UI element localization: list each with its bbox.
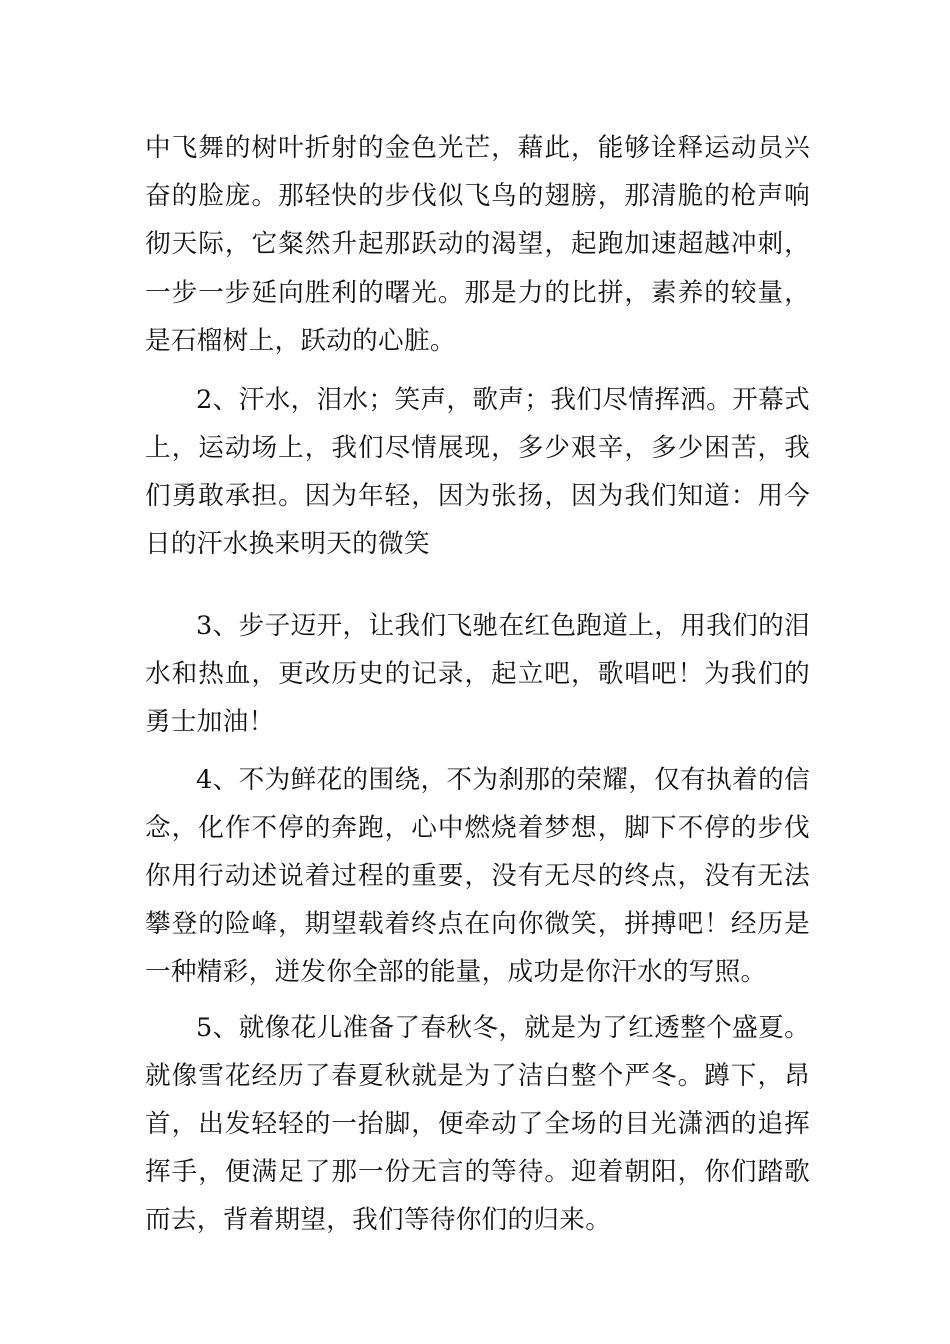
paragraph-first-line: 2、汗水，泪水；笑声，歌声；我们尽情挥洒。开幕式 — [196, 385, 810, 415]
text-line: 挥手，便满足了那一份无言的等待。迎着朝阳，你们踏歌 — [145, 1157, 810, 1187]
paragraph-first-line: 4、不为鲜花的围绕，不为刹那的荣耀，仅有执着的信 — [196, 765, 810, 795]
text-line: 水和热血，更改历史的记录，起立吧，歌唱吧！为我们的 — [145, 659, 810, 689]
text-line: 彻天际，它粲然升起那跃动的渴望，起跑加速超越冲刺， — [145, 229, 810, 259]
text-line: 首，出发轻轻的一抬脚，便牵动了全场的目光潇洒的追挥 — [145, 1109, 810, 1139]
text-line: 一步一步延向胜利的曙光。那是力的比拼，素养的较量， — [145, 278, 810, 308]
text-line: 攀登的险峰，期望载着终点在向你微笑，拼搏吧！经历是 — [145, 909, 810, 939]
text-line: 你用行动述说着过程的重要，没有无尽的终点，没有无法 — [145, 861, 810, 891]
text-line: 们勇敢承担。因为年轻，因为张扬，因为我们知道：用今 — [145, 481, 810, 511]
text-line: 中飞舞的树叶折射的金色光芒，藉此，能够诠释运动员兴 — [145, 133, 810, 163]
text-line: 日的汗水换来明天的微笑 — [145, 529, 430, 559]
text-line: 上，运动场上，我们尽情展现，多少艰辛，多少困苦，我 — [145, 433, 810, 463]
text-line: 一种精彩，迸发你全部的能量，成功是你汗水的写照。 — [145, 957, 767, 987]
text-line: 是石榴树上，跃动的心脏。 — [145, 326, 456, 356]
text-line: 勇士加油！ — [145, 707, 275, 737]
text-line: 就像雪花经历了春夏秋就是为了洁白整个严冬。蹲下，昂 — [145, 1061, 810, 1091]
paragraph-first-line: 5、就像花儿准备了春秋冬，就是为了红透整个盛夏。 — [196, 1013, 810, 1043]
paragraph-first-line: 3、步子迈开，让我们飞驰在红色跑道上，用我们的泪 — [196, 611, 810, 641]
text-line: 念，化作不停的奔跑，心中燃烧着梦想，脚下不停的步伐 — [145, 813, 810, 843]
text-line: 奋的脸庞。那轻快的步伐似飞鸟的翅膀，那清脆的枪声响 — [145, 181, 810, 211]
text-line: 而去，背着期望，我们等待你们的归来。 — [145, 1205, 612, 1235]
